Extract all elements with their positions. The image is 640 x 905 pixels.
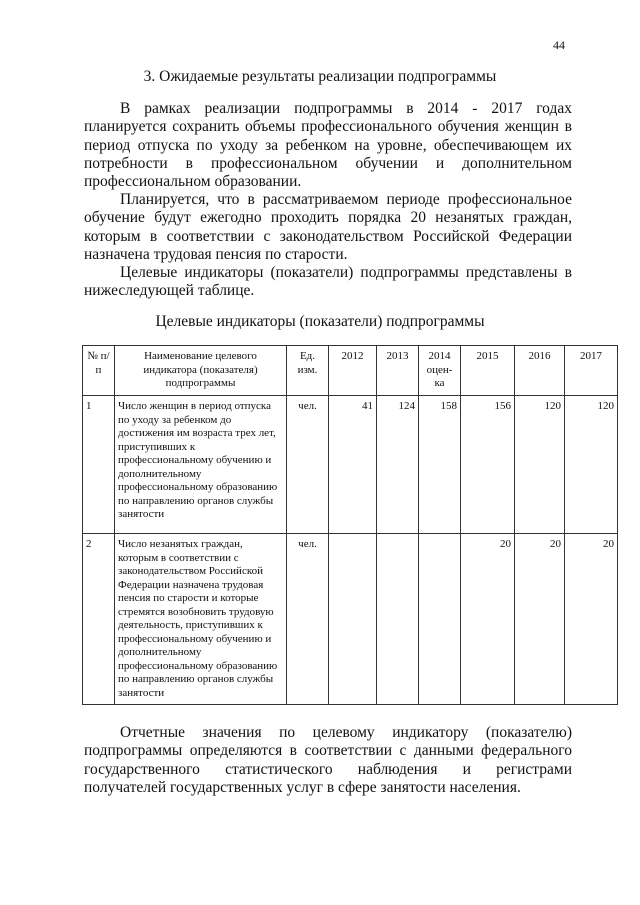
row-value-2012: 41 <box>329 396 377 534</box>
header-2013: 2013 <box>377 346 419 396</box>
header-2016: 2016 <box>515 346 565 396</box>
section-heading: 3. Ожидаемые результаты реализации подпрограммы <box>143 68 497 85</box>
header-2012: 2012 <box>329 346 377 396</box>
header-name: Наименование целевого индикатора (показателя) подпрограммы <box>115 346 287 396</box>
row-value-2016: 120 <box>515 396 565 534</box>
table-header-row <box>83 346 618 396</box>
row-num: 2 <box>83 534 115 705</box>
header-2014: 2014 оцен-ка <box>419 346 461 396</box>
header-2015: 2015 <box>461 346 515 396</box>
paragraph-1: В рамках реализации подпрограммы в 2014 - 2017 годах планируется сохранить объемы профессионального обучения женщин в период отпуска по уходу за ребенком на уровне, обеспечивающем их потребности в профессиональном обучении и дополнительном профессиональном образовании. <box>84 100 572 191</box>
row-value-2014 <box>419 534 461 705</box>
row-value-2013 <box>377 534 419 705</box>
table-caption: Целевые индикаторы (показатели) подпрограммы <box>155 313 485 330</box>
row-unit: чел. <box>287 534 329 705</box>
row-value-2017: 20 <box>565 534 618 705</box>
paragraph-2: Планируется, что в рассматриваемом периоде профессиональное обучение будут ежегодно проходить порядка 20 незанятых граждан, которым в соответствии с законодательством Российской Федерации назначена трудовая пенсия по старости. <box>84 191 572 263</box>
row-value-2016: 20 <box>515 534 565 705</box>
table-row <box>83 534 618 705</box>
closing-paragraph: Отчетные значения по целевому индикатору (показателю) подпрограммы определяются в соответствии с данными федерального государственного статистического наблюдения и регистрами получателей государственных услуг в сфере занятости населения. <box>84 724 572 796</box>
header-unit: Ед. изм. <box>287 346 329 396</box>
row-value-2015: 156 <box>461 396 515 534</box>
table-row <box>83 396 618 534</box>
indicators-table <box>82 345 618 705</box>
header-2017: 2017 <box>565 346 618 396</box>
row-num: 1 <box>83 396 115 534</box>
row-value-2013: 124 <box>377 396 419 534</box>
row-value-2015: 20 <box>461 534 515 705</box>
row-name: Число женщин в период отпуска по уходу за ребенком до достижения им возраста трех лет, приступивших к профессиональному обучению и дополнительному профессиональному образованию по направлению органов службы занятости <box>115 396 287 534</box>
paragraph-3: Целевые индикаторы (показатели) подпрограммы представлены в нижеследующей таблице. <box>84 264 572 300</box>
row-value-2012 <box>329 534 377 705</box>
header-num: № п/п <box>83 346 115 396</box>
row-value-2017: 120 <box>565 396 618 534</box>
page-number: 44 <box>553 38 565 52</box>
row-value-2014: 158 <box>419 396 461 534</box>
row-unit: чел. <box>287 396 329 534</box>
row-name: Число незанятых граждан, которым в соответствии с законодательством Российской Федерации назначена трудовая пенсия по старости и которые стремятся возобновить трудовую деятельность, приступивших к профессиональному обучению и дополнительному профессиональному образованию по направлению органов службы занятости <box>115 534 287 705</box>
